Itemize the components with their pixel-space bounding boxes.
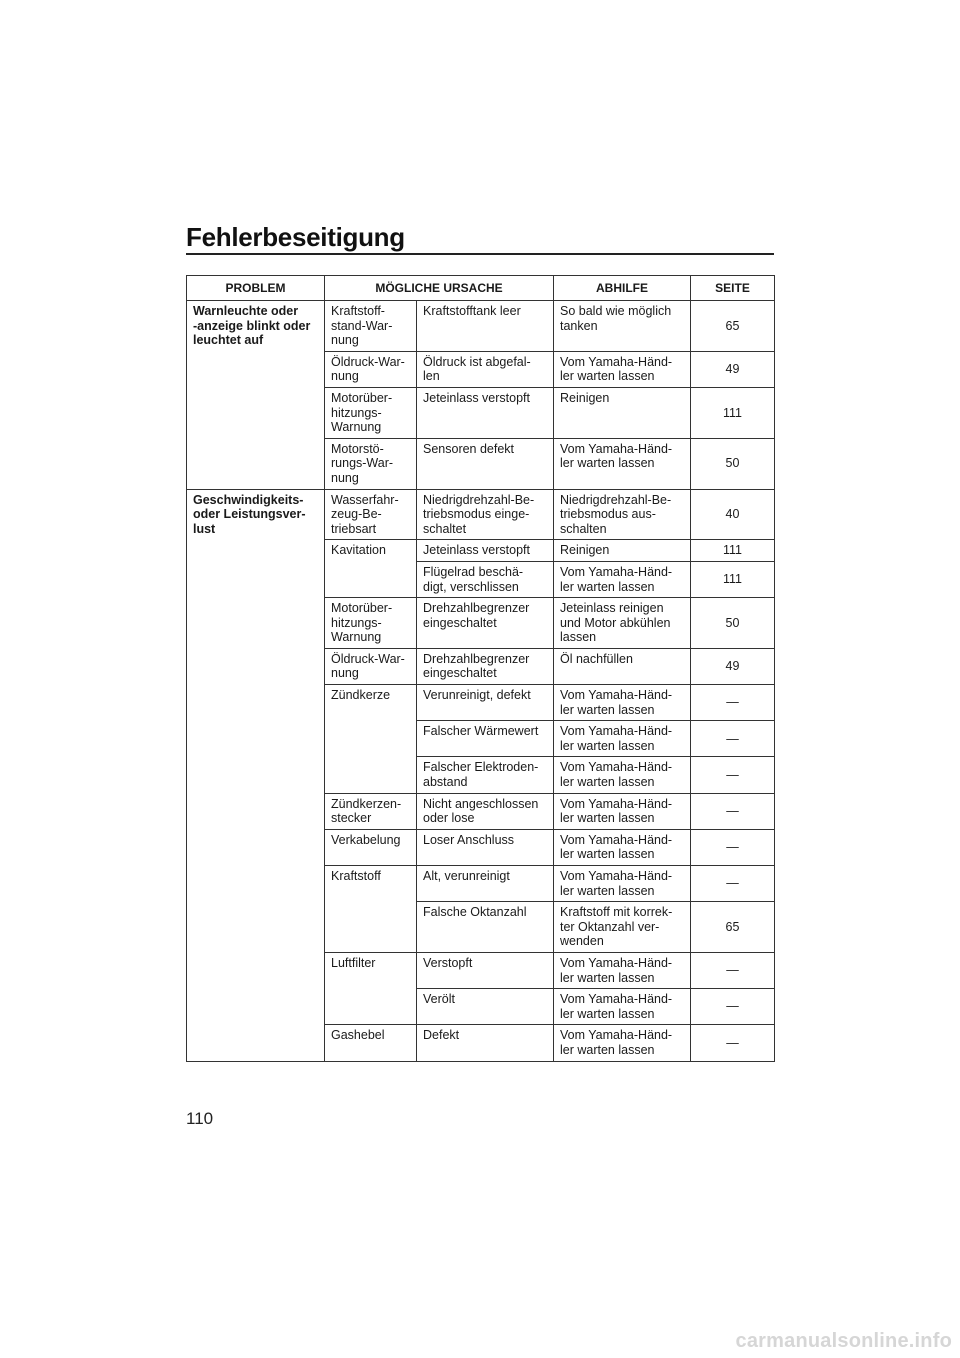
page-ref-cell: — [691,721,775,757]
problem-cell: Geschwindigkeits- oder Leistungsver- lust [187,489,325,1061]
remedy-cell: Vom Yamaha-Händ- ler warten lassen [554,793,691,829]
cause-cell: Motorstö- rungs-War- nung [325,438,417,489]
cause-cell: Luftfilter [325,952,417,1024]
remedy-cell: Vom Yamaha-Händ- ler warten lassen [554,561,691,597]
page-ref-cell: 49 [691,351,775,387]
remedy-cell: Niedrigdrehzahl-Be- triebsmodus aus- schalten [554,489,691,540]
cause-cell: Zündkerze [325,685,417,794]
header-problem: PROBLEM [187,276,325,301]
page-title: Fehlerbeseitigung [186,222,405,252]
cause-detail-cell: Falsche Oktanzahl [417,902,554,953]
page-ref-cell: — [691,829,775,865]
cause-cell: Zündkerzen- stecker [325,793,417,829]
page-ref-cell: 65 [691,301,775,352]
page-ref-cell: 111 [691,540,775,562]
remedy-cell: Öl nachfüllen [554,648,691,684]
cause-detail-cell: Sensoren defekt [417,438,554,489]
table-row [187,489,775,540]
cause-detail-cell: Jeteinlass verstopft [417,540,554,562]
cause-detail-cell: Alt, verunreinigt [417,866,554,902]
remedy-cell: Reinigen [554,540,691,562]
page-ref-cell: — [691,685,775,721]
page-number: 110 [186,1109,214,1128]
page-ref-cell: — [691,952,775,988]
remedy-cell: Vom Yamaha-Händ- ler warten lassen [554,351,691,387]
page-ref-cell: 50 [691,598,775,649]
cause-cell: Gashebel [325,1025,417,1061]
page-ref-cell: — [691,793,775,829]
cause-detail-cell: Kraftstofftank leer [417,301,554,352]
cause-cell: Kavitation [325,540,417,598]
cause-cell: Kraftstoff [325,866,417,953]
page-ref-cell: — [691,757,775,793]
header-page: SEITE [691,276,775,301]
page-ref-cell: — [691,1025,775,1061]
cause-detail-cell: Loser Anschluss [417,829,554,865]
page-ref-cell: — [691,866,775,902]
cause-detail-cell: Verstopft [417,952,554,988]
remedy-cell: Vom Yamaha-Händ- ler warten lassen [554,721,691,757]
page-ref-cell: 65 [691,902,775,953]
cause-detail-cell: Drehzahlbegrenzer eingeschaltet [417,598,554,649]
cause-detail-cell: Verunreinigt, defekt [417,685,554,721]
title-divider [186,253,774,255]
cause-detail-cell: Jeteinlass verstopft [417,387,554,438]
page-ref-cell: 111 [691,387,775,438]
cause-detail-cell: Defekt [417,1025,554,1061]
cause-cell: Öldruck-War- nung [325,351,417,387]
cause-cell: Motorüber- hitzungs- Warnung [325,387,417,438]
remedy-cell: So bald wie möglich tanken [554,301,691,352]
cause-detail-cell: Öldruck ist abgefal- len [417,351,554,387]
cause-cell: Motorüber- hitzungs- Warnung [325,598,417,649]
remedy-cell: Vom Yamaha-Händ- ler warten lassen [554,952,691,988]
remedy-cell: Jeteinlass reinigen und Motor abkühlen lassen [554,598,691,649]
cause-detail-cell: Flügelrad beschä- digt, verschlissen [417,561,554,597]
cause-detail-cell: Drehzahlbegrenzer eingeschaltet [417,648,554,684]
cause-detail-cell: Falscher Wärmewert [417,721,554,757]
cause-cell: Verkabelung [325,829,417,865]
header-remedy: ABHILFE [554,276,691,301]
remedy-cell: Vom Yamaha-Händ- ler warten lassen [554,438,691,489]
page-ref-cell: — [691,989,775,1025]
table-body [187,301,775,1062]
cause-detail-cell: Verölt [417,989,554,1025]
remedy-cell: Vom Yamaha-Händ- ler warten lassen [554,989,691,1025]
remedy-cell: Vom Yamaha-Händ- ler warten lassen [554,866,691,902]
troubleshooting-table [186,275,775,1062]
cause-detail-cell: Falscher Elektroden- abstand [417,757,554,793]
page-ref-cell: 50 [691,438,775,489]
header-cause: MÖGLICHE URSACHE [325,276,554,301]
table-row [187,301,775,352]
page-ref-cell: 49 [691,648,775,684]
remedy-cell: Reinigen [554,387,691,438]
cause-cell: Öldruck-War- nung [325,648,417,684]
remedy-cell: Vom Yamaha-Händ- ler warten lassen [554,1025,691,1061]
remedy-cell: Vom Yamaha-Händ- ler warten lassen [554,685,691,721]
cause-cell: Kraftstoff- stand-War- nung [325,301,417,352]
table-header-row [187,276,775,301]
page-ref-cell: 40 [691,489,775,540]
remedy-cell: Vom Yamaha-Händ- ler warten lassen [554,829,691,865]
remedy-cell: Vom Yamaha-Händ- ler warten lassen [554,757,691,793]
watermark: carmanualsonline.info [735,1330,952,1352]
cause-detail-cell: Niedrigdrehzahl-Be- triebsmodus einge- schaltet [417,489,554,540]
problem-cell: Warnleuchte oder -anzeige blinkt oder leuchtet auf [187,301,325,490]
cause-cell: Wasserfahr- zeug-Be- triebsart [325,489,417,540]
page-ref-cell: 111 [691,561,775,597]
cause-detail-cell: Nicht angeschlossen oder lose [417,793,554,829]
remedy-cell: Kraftstoff mit korrek- ter Oktanzahl ver- wenden [554,902,691,953]
